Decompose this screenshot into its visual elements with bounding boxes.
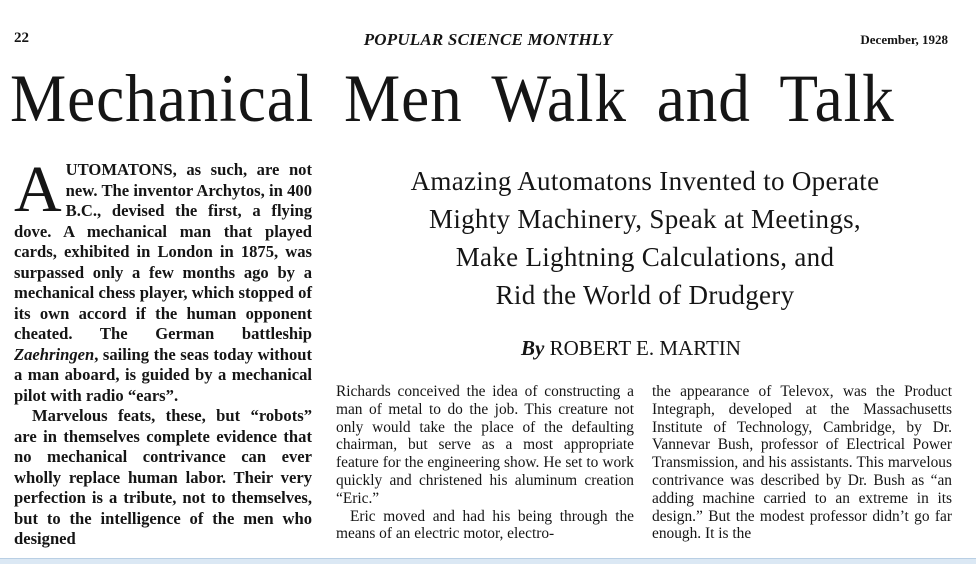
running-head (0, 30, 976, 52)
intro-paragraph: AUTOMATONS, as such, are not new. The inventor Archytos, in 400 B.C., devised the first, a flying dove. A mechanical man that played cards, exhibited in London in 1875, was surpassed only a few months ago by a mechanical chess player, which stopped of its own accord if the human opponent cheated. The German battleship Zaehringen, sailing the seas today without a man aboard, is guided by a mechanical pilot with radio “ears”. (14, 153, 312, 405)
window-bottom-edge (0, 558, 976, 564)
body-paragraph: Marvelous feats, these, but “robots” are in themselves complete evidence that no mechanical contrivance can ever wholly replace human labor. Their very perfection is a tribute, not to themselves, but to the intelligence of the men who designed (14, 406, 312, 548)
body-paragraph: the appearance of Televox, was the Product Integraph, developed at the Massachusetts Institute of Technology, Cambridge, by Dr. Vannevar Bush, professor of Electrical Power Transmission, and his assistants. This marvelous contrivance was described by Dr. Bush as “an adding machine carried to an extreme in its design.” But the modest professor didn’t go far enough. It is the (652, 383, 952, 543)
middle-column (336, 383, 634, 543)
author-name: ROBERT E. MARTIN (549, 336, 741, 360)
deck-line: Make Lightning Calculations, and (455, 242, 835, 272)
body-paragraph: Eric moved and had his being through the means of an electric motor, electro- (336, 507, 634, 543)
deck-line: Amazing Automatons Invented to Operate (410, 166, 880, 196)
magazine-title: POPULAR SCIENCE MONTHLY (363, 30, 613, 49)
page-number: 22 (14, 30, 29, 46)
article-deck (350, 162, 940, 314)
right-column (652, 383, 952, 543)
deck-line: Mighty Machinery, Speak at Meetings, (429, 204, 861, 234)
drop-cap: A (14, 153, 62, 226)
ship-name: Zaehringen (14, 344, 95, 364)
deck-line: Rid the World of Drudgery (495, 280, 795, 310)
byline (336, 336, 926, 361)
byline-prefix: By (521, 336, 545, 360)
article-headline: Mechanical Men Walk and Talk (10, 60, 895, 136)
left-column (14, 153, 312, 550)
issue-date: December, 1928 (860, 32, 948, 47)
body-paragraph: Richards conceived the idea of constructing a man of metal to do the job. This creature not only would take the place of the defaulting chairman, but serve as a most appropriate feature for the engineering show. He set to work quickly and christened his aluminum creation “Eric.” (336, 383, 634, 507)
